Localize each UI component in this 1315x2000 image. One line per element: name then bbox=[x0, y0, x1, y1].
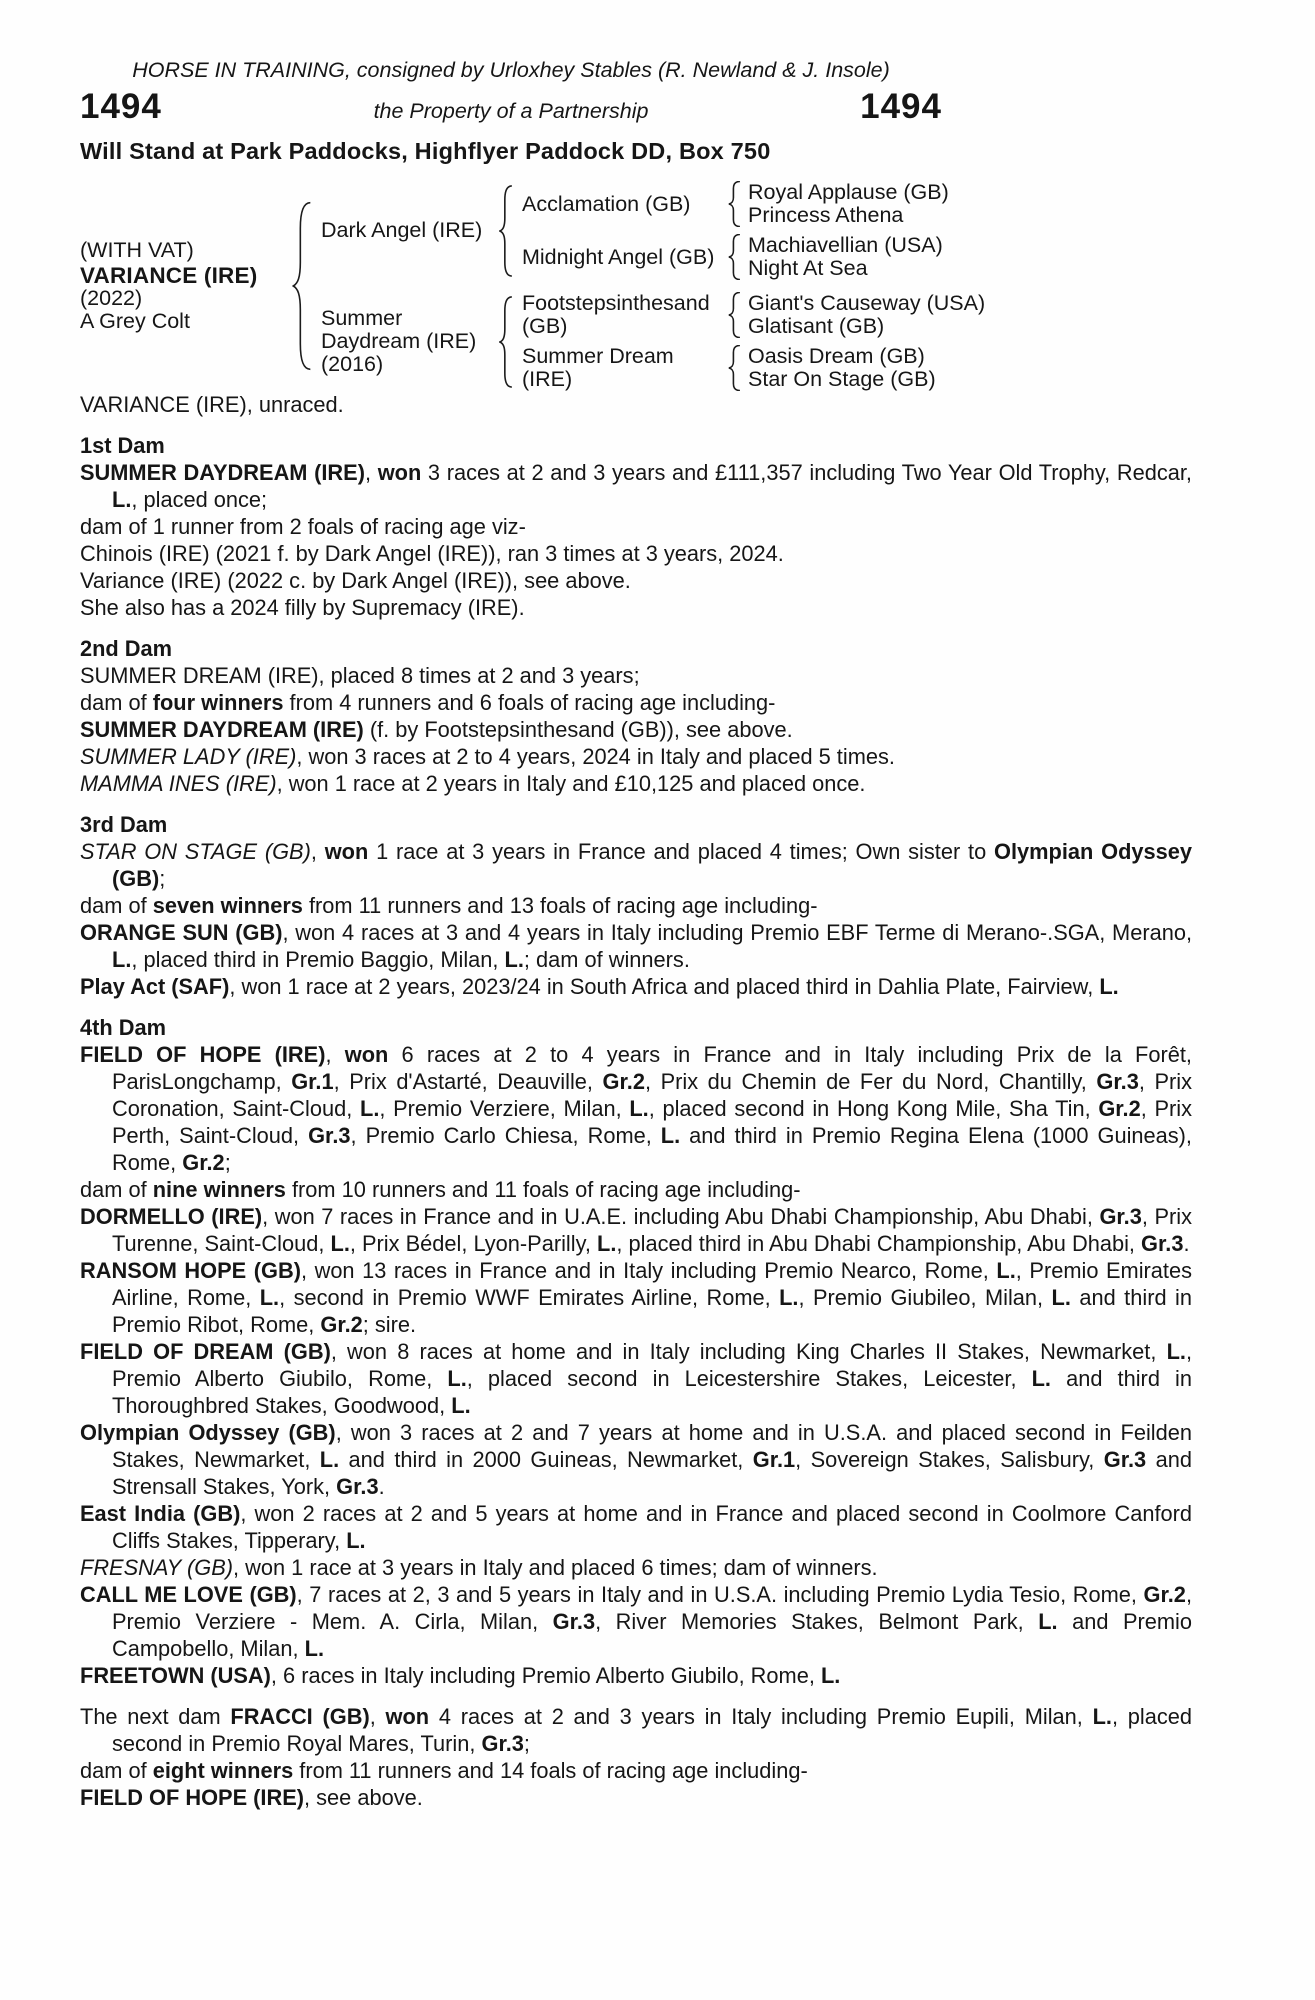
text-run: L. bbox=[629, 1096, 649, 1121]
text-run: , won 3 races at 2 and 7 years at home and in U.S.A. and placed second in Feilden Stakes, Newmarket, bbox=[112, 1420, 1192, 1472]
text-run: DORMELLO (IRE) bbox=[80, 1204, 263, 1229]
text-run: L. bbox=[346, 1528, 366, 1553]
catalogue-paragraph bbox=[80, 838, 1192, 892]
sire-branch bbox=[312, 181, 985, 280]
vat-note: (WITH VAT) bbox=[80, 238, 194, 262]
text-run: SUMMER LADY (IRE) bbox=[80, 744, 297, 769]
text-run: , placed third in Premio Baggio, Milan, bbox=[131, 947, 505, 972]
text-run: Gr.3 bbox=[1103, 1447, 1147, 1472]
text-run: Gr.3 bbox=[1141, 1231, 1184, 1256]
text-run: , Prix du Chemin de Fer du Nord, Chantilly, bbox=[644, 1069, 1097, 1094]
great-grandparents bbox=[741, 181, 949, 227]
catalogue-paragraph bbox=[80, 743, 1192, 770]
text-run: and third in Thoroughbred Stakes, Goodwood, bbox=[112, 1366, 1192, 1418]
text-run: , won 13 races in France and in Italy including Premio Nearco, Rome, bbox=[300, 1258, 997, 1283]
text-run: , bbox=[325, 1042, 345, 1067]
text-run: dam of bbox=[80, 1177, 153, 1202]
catalogue-paragraph bbox=[80, 1554, 1192, 1581]
text-run: ; bbox=[224, 1150, 231, 1175]
catalogue-paragraph bbox=[80, 1662, 1192, 1689]
text-run: 1 race at 3 years in France and placed 4 times; Own sister to bbox=[368, 839, 994, 864]
dam-sections bbox=[80, 432, 1192, 1811]
text-run: (f. by Footstepsinthesand (GB)), see above. bbox=[363, 717, 793, 742]
subject-name: VARIANCE (IRE) bbox=[80, 263, 258, 288]
text-run: Gr.1 bbox=[291, 1069, 334, 1094]
catalogue-paragraph bbox=[80, 1176, 1192, 1203]
text-run: , Premio Carlo Chiesa, Rome, bbox=[350, 1123, 661, 1148]
text-run: Gr.2 bbox=[182, 1150, 225, 1175]
text-run: , 6 races in Italy including Premio Alberto Giubilo, Rome, bbox=[270, 1663, 821, 1688]
text-run: L. bbox=[820, 1663, 841, 1688]
text-run: and third in 2000 Guineas, Newmarket, bbox=[339, 1447, 753, 1472]
text-run: , Prix Turenne, Saint-Cloud, bbox=[112, 1204, 1192, 1256]
dam-heading: 1st Dam bbox=[80, 433, 165, 458]
dam-section bbox=[80, 432, 1192, 621]
text-run: , Premio Verziere, Milan, bbox=[379, 1096, 630, 1121]
text-run: East India (GB) bbox=[80, 1501, 241, 1526]
text-run: SUMMER DAYDREAM (IRE) bbox=[80, 460, 365, 485]
catalogue-paragraph bbox=[80, 1257, 1192, 1338]
text-run: from 10 runners and 11 foals of racing age including- bbox=[285, 1177, 801, 1202]
text-run: from 11 runners and 14 foals of racing age including- bbox=[293, 1758, 808, 1783]
text-run: Gr.2 bbox=[602, 1069, 645, 1094]
pedigree-brace-icon bbox=[728, 234, 741, 280]
text-run: Variance (IRE) (2022 c. by Dark Angel (IRE)), see above. bbox=[80, 568, 631, 593]
text-run: , bbox=[364, 460, 378, 485]
text-run: from 11 runners and 13 foals of racing age including- bbox=[302, 893, 818, 918]
ggp-name: Machiavellian (USA) bbox=[748, 233, 943, 257]
text-run: STAR ON STAGE (GB) bbox=[80, 839, 311, 864]
text-run: L. bbox=[1031, 1366, 1051, 1391]
text-run: , Prix Coronation, Saint-Cloud, bbox=[112, 1069, 1192, 1121]
text-run: , placed second in Leicestershire Stakes, Leicester, bbox=[466, 1366, 1032, 1391]
parents-column bbox=[312, 181, 985, 391]
text-run: Gr.3 bbox=[552, 1609, 596, 1634]
page-header bbox=[80, 58, 942, 127]
catalogue-paragraph bbox=[80, 1203, 1192, 1257]
text-run: , won 4 races at 3 and 4 years in Italy including Premio EBF Terme di Merano-.SGA, Merano, bbox=[282, 920, 1193, 945]
text-run: , Prix Perth, Saint-Cloud, bbox=[112, 1096, 1193, 1148]
text-run: , second in Premio WWF Emirates Airline, Rome, bbox=[279, 1285, 780, 1310]
grandsire-row bbox=[513, 181, 949, 227]
lot-number-left: 1494 bbox=[80, 87, 162, 126]
text-run: , Prix Bédel, Lyon-Parilly, bbox=[349, 1231, 597, 1256]
ggp-name: Giant's Causeway (USA) bbox=[748, 291, 986, 315]
text-run: FIELD OF DREAM (GB) bbox=[80, 1339, 331, 1364]
text-run: won bbox=[377, 460, 422, 485]
text-run: L. bbox=[660, 1123, 681, 1148]
pedigree-brace-icon bbox=[292, 201, 312, 371]
dam-section bbox=[80, 811, 1192, 1000]
catalogue-paragraph bbox=[80, 919, 1192, 973]
text-run: L. bbox=[112, 947, 132, 972]
text-run: FIELD OF HOPE (IRE) bbox=[80, 1042, 326, 1067]
text-run: L. bbox=[1092, 1704, 1112, 1729]
text-run: and third in Premio Ribot, Rome, bbox=[112, 1285, 1192, 1337]
lot-number-right: 1494 bbox=[860, 87, 942, 126]
consignor-line: HORSE IN TRAINING, consigned by Urloxhey Stables (R. Newland & J. Insole) bbox=[132, 58, 890, 82]
dam-grandparents bbox=[513, 292, 985, 391]
text-run: 3 races at 2 and 3 years and £111,357 including Two Year Old Trophy, Redcar, bbox=[421, 460, 1192, 485]
catalogue-paragraph bbox=[80, 662, 1192, 689]
text-run: FREETOWN (USA) bbox=[80, 1663, 271, 1688]
ggp-name: Star On Stage (GB) bbox=[748, 367, 936, 391]
text-run: Olympian Odyssey (GB) bbox=[112, 839, 1192, 891]
text-run: dam of bbox=[80, 1758, 153, 1783]
text-run: . bbox=[1183, 1231, 1190, 1256]
text-run: , won 1 race at 2 years, 2023/24 in South Africa and placed third in Dahlia Plate, Fairview, bbox=[229, 974, 1100, 999]
sire-grandparents bbox=[513, 181, 949, 280]
subject-foaling-year: (2022) bbox=[80, 286, 143, 310]
dam-heading: 2nd Dam bbox=[80, 636, 173, 661]
catalogue-paragraph bbox=[80, 1581, 1192, 1662]
subject-horse bbox=[80, 239, 292, 333]
text-run: Olympian Odyssey (GB) bbox=[80, 1420, 336, 1445]
text-run: ; bbox=[159, 866, 166, 891]
pedigree-brace-icon bbox=[728, 345, 741, 391]
text-run: Gr.2 bbox=[1143, 1582, 1186, 1607]
pedigree-brace-icon bbox=[499, 185, 513, 277]
text-run: and Premio Campobello, Milan, bbox=[112, 1609, 1192, 1661]
text-run: seven winners bbox=[152, 893, 303, 918]
text-run: She also has a 2024 filly by Supremacy (IRE). bbox=[80, 595, 525, 620]
text-run: ; bbox=[523, 1731, 530, 1756]
pedigree-chart bbox=[80, 181, 1192, 391]
text-run: and Strensall Stakes, York, bbox=[112, 1447, 1192, 1499]
dam-branch bbox=[312, 292, 985, 391]
text-run: , placed second in Hong Kong Mile, Sha Tin, bbox=[648, 1096, 1099, 1121]
text-run: dam of bbox=[80, 690, 153, 715]
text-run: , placed once; bbox=[131, 487, 268, 512]
pedigree-brace-icon bbox=[728, 292, 741, 338]
catalogue-paragraph bbox=[80, 1703, 1192, 1757]
dam-name-block bbox=[312, 307, 499, 376]
ggp-name: Glatisant (GB) bbox=[748, 314, 885, 338]
text-run: , Premio Emirates Airline, Rome, bbox=[112, 1258, 1192, 1310]
text-run: , see above. bbox=[304, 1785, 423, 1810]
catalogue-paragraph bbox=[80, 1041, 1192, 1176]
text-run: dam of 1 runner from 2 foals of racing age viz- bbox=[80, 514, 526, 539]
sire-sire-name: Acclamation (GB) bbox=[522, 191, 691, 216]
dam-heading: 3rd Dam bbox=[80, 812, 168, 837]
dam-heading: 4th Dam bbox=[80, 1015, 166, 1040]
catalogue-paragraph bbox=[80, 770, 1192, 797]
great-grandparents bbox=[741, 345, 936, 391]
text-run: L. bbox=[779, 1285, 799, 1310]
text-run: , won 2 races at 2 and 5 years at home and in France and placed second in Coolmore Canford Cliffs Stakes, Tipperary, bbox=[112, 1501, 1193, 1553]
catalogue-paragraph bbox=[80, 1757, 1192, 1784]
text-run: L. bbox=[1099, 974, 1119, 999]
text-run: , won 8 races at home and in Italy including King Charles II Stakes, Newmarket, bbox=[330, 1339, 1167, 1364]
grandsire-row bbox=[513, 292, 985, 338]
text-run: , bbox=[369, 1704, 386, 1729]
ggp-name: Oasis Dream (GB) bbox=[748, 344, 925, 368]
text-run: L. bbox=[259, 1285, 280, 1310]
text-run: , placed third in Abu Dhabi Championship, Abu Dhabi, bbox=[616, 1231, 1142, 1256]
text-run: RANSOM HOPE (GB) bbox=[80, 1258, 301, 1283]
text-run: L. bbox=[112, 487, 132, 512]
property-line: the Property of a Partnership bbox=[373, 99, 649, 123]
text-run: four winners bbox=[152, 690, 284, 715]
text-run: Gr.3 bbox=[308, 1123, 351, 1148]
catalogue-paragraph bbox=[80, 1784, 1192, 1811]
text-run: L. bbox=[597, 1231, 617, 1256]
text-run: dam of bbox=[80, 893, 153, 918]
text-run: , Premio Verziere - Mem. A. Cirla, Milan, bbox=[112, 1582, 1192, 1634]
ggp-name: Princess Athena bbox=[748, 203, 904, 227]
text-run: won bbox=[385, 1704, 430, 1729]
text-run: , bbox=[310, 839, 325, 864]
text-run: , won 1 race at 2 years in Italy and £10,125 and placed once. bbox=[276, 771, 866, 796]
catalogue-paragraph bbox=[80, 973, 1192, 1000]
text-run: L. bbox=[451, 1393, 471, 1418]
race-record: VARIANCE (IRE), unraced. bbox=[80, 392, 344, 417]
great-grandparents bbox=[741, 292, 985, 338]
stand-location-line: Will Stand at Park Paddocks, Highflyer Paddock DD, Box 750 bbox=[80, 138, 771, 164]
catalogue-paragraph bbox=[80, 689, 1192, 716]
text-run: Gr.3 bbox=[336, 1474, 379, 1499]
text-run: Play Act (SAF) bbox=[80, 974, 230, 999]
catalogue-paragraph bbox=[80, 1500, 1192, 1554]
text-run: L. bbox=[304, 1636, 325, 1661]
text-run: eight winners bbox=[152, 1758, 294, 1783]
text-run: Gr.2 bbox=[1098, 1096, 1141, 1121]
dam-sire-name: Footstepsinthesand (GB) bbox=[522, 291, 710, 338]
text-run: SUMMER DREAM (IRE), placed 8 times at 2 and 3 years; bbox=[80, 663, 640, 688]
text-run: Gr.1 bbox=[752, 1447, 796, 1472]
text-run: ; sire. bbox=[362, 1312, 417, 1337]
text-run: , won 1 race at 3 years in Italy and placed 6 times; dam of winners. bbox=[233, 1555, 878, 1580]
text-run: , placed second in Premio Royal Mares, Turin, bbox=[112, 1704, 1193, 1756]
text-run: , Prix d'Astarté, Deauville, bbox=[333, 1069, 603, 1094]
text-run: CALL ME LOVE (GB) bbox=[80, 1582, 297, 1607]
text-run: nine winners bbox=[152, 1177, 286, 1202]
text-run: Gr.3 bbox=[1099, 1204, 1142, 1229]
ggp-name: Night At Sea bbox=[748, 256, 868, 280]
closing-section bbox=[80, 1703, 1192, 1811]
text-run: and third in Premio Regina Elena (1000 Guineas), Rome, bbox=[112, 1123, 1192, 1175]
text-run: 4 races at 2 and 3 years in Italy including Premio Eupili, Milan, bbox=[429, 1704, 1093, 1729]
text-run: , Sovereign Stakes, Salisbury, bbox=[795, 1447, 1104, 1472]
dam-section bbox=[80, 635, 1192, 797]
sire-dam-name: Midnight Angel (GB) bbox=[522, 244, 715, 269]
text-run: FIELD OF HOPE (IRE) bbox=[80, 1785, 305, 1810]
text-run: , Premio Alberto Giubilo, Rome, bbox=[112, 1339, 1192, 1391]
lot-row bbox=[80, 87, 942, 127]
text-run: , 7 races at 2, 3 and 5 years in Italy and in U.S.A. including Premio Lydia Tesio, Rome, bbox=[296, 1582, 1144, 1607]
text-run: L. bbox=[504, 947, 524, 972]
sire-name: Dark Angel (IRE) bbox=[321, 218, 483, 242]
catalogue-text bbox=[80, 391, 1192, 1811]
text-run: SUMMER DAYDREAM (IRE) bbox=[80, 717, 364, 742]
subject-description: A Grey Colt bbox=[80, 309, 190, 333]
text-run: L. bbox=[1051, 1285, 1071, 1310]
text-run: , Premio Giubileo, Milan, bbox=[798, 1285, 1052, 1310]
text-run: won bbox=[324, 839, 369, 864]
text-run: 6 races at 2 to 4 years in France and in Italy including Prix de la Forêt, ParisLongchamp, bbox=[112, 1042, 1192, 1094]
pedigree-brace-icon bbox=[499, 296, 513, 388]
text-run: , won 7 races in France and in U.A.E. including Abu Dhabi Championship, Abu Dhabi, bbox=[262, 1204, 1100, 1229]
text-run: Gr.3 bbox=[1096, 1069, 1139, 1094]
text-run: FRACCI (GB) bbox=[230, 1704, 370, 1729]
catalogue-paragraph bbox=[80, 540, 1192, 567]
text-run: FRESNAY (GB) bbox=[80, 1555, 234, 1580]
text-run: . bbox=[378, 1474, 385, 1499]
catalogue-paragraph bbox=[80, 594, 1192, 621]
text-run: , won 3 races at 2 to 4 years, 2024 in Italy and placed 5 times. bbox=[296, 744, 895, 769]
text-run: ; dam of winners. bbox=[523, 947, 690, 972]
text-run: L. bbox=[447, 1366, 467, 1391]
text-run: Gr.3 bbox=[481, 1731, 524, 1756]
text-run: L. bbox=[330, 1231, 350, 1256]
granddam-row bbox=[513, 345, 985, 391]
text-run: ORANGE SUN (GB) bbox=[80, 920, 283, 945]
text-run: L. bbox=[996, 1258, 1016, 1283]
catalogue-paragraph bbox=[80, 459, 1192, 513]
dam-section bbox=[80, 1014, 1192, 1689]
catalogue-paragraph bbox=[80, 1338, 1192, 1419]
catalogue-paragraph bbox=[80, 1419, 1192, 1500]
dam-foaling-year: (2016) bbox=[321, 352, 384, 376]
text-run: from 4 runners and 6 foals of racing age including- bbox=[283, 690, 776, 715]
text-run: L. bbox=[1166, 1339, 1186, 1364]
text-run: , River Memories Stakes, Belmont Park, bbox=[595, 1609, 1039, 1634]
text-run: L. bbox=[360, 1096, 380, 1121]
text-run: Chinois (IRE) (2021 f. by Dark Angel (IRE)), ran 3 times at 3 years, 2024. bbox=[80, 541, 784, 566]
text-run: Gr.2 bbox=[320, 1312, 363, 1337]
dam-dam-name: Summer Dream (IRE) bbox=[522, 344, 674, 391]
ggp-name: Royal Applause (GB) bbox=[748, 180, 949, 204]
text-run: L. bbox=[1038, 1609, 1058, 1634]
text-run: won bbox=[344, 1042, 389, 1067]
text-run: The next dam bbox=[80, 1704, 231, 1729]
granddam-row bbox=[513, 234, 949, 280]
pedigree-brace-icon bbox=[728, 181, 741, 227]
catalogue-paragraph bbox=[80, 567, 1192, 594]
catalogue-paragraph bbox=[80, 892, 1192, 919]
text-run: L. bbox=[319, 1447, 340, 1472]
catalogue-paragraph bbox=[80, 716, 1192, 743]
text-run: MAMMA INES (IRE) bbox=[80, 771, 277, 796]
dam-name: Summer Daydream (IRE) bbox=[321, 306, 477, 353]
great-grandparents bbox=[741, 234, 943, 280]
catalogue-paragraph bbox=[80, 513, 1192, 540]
